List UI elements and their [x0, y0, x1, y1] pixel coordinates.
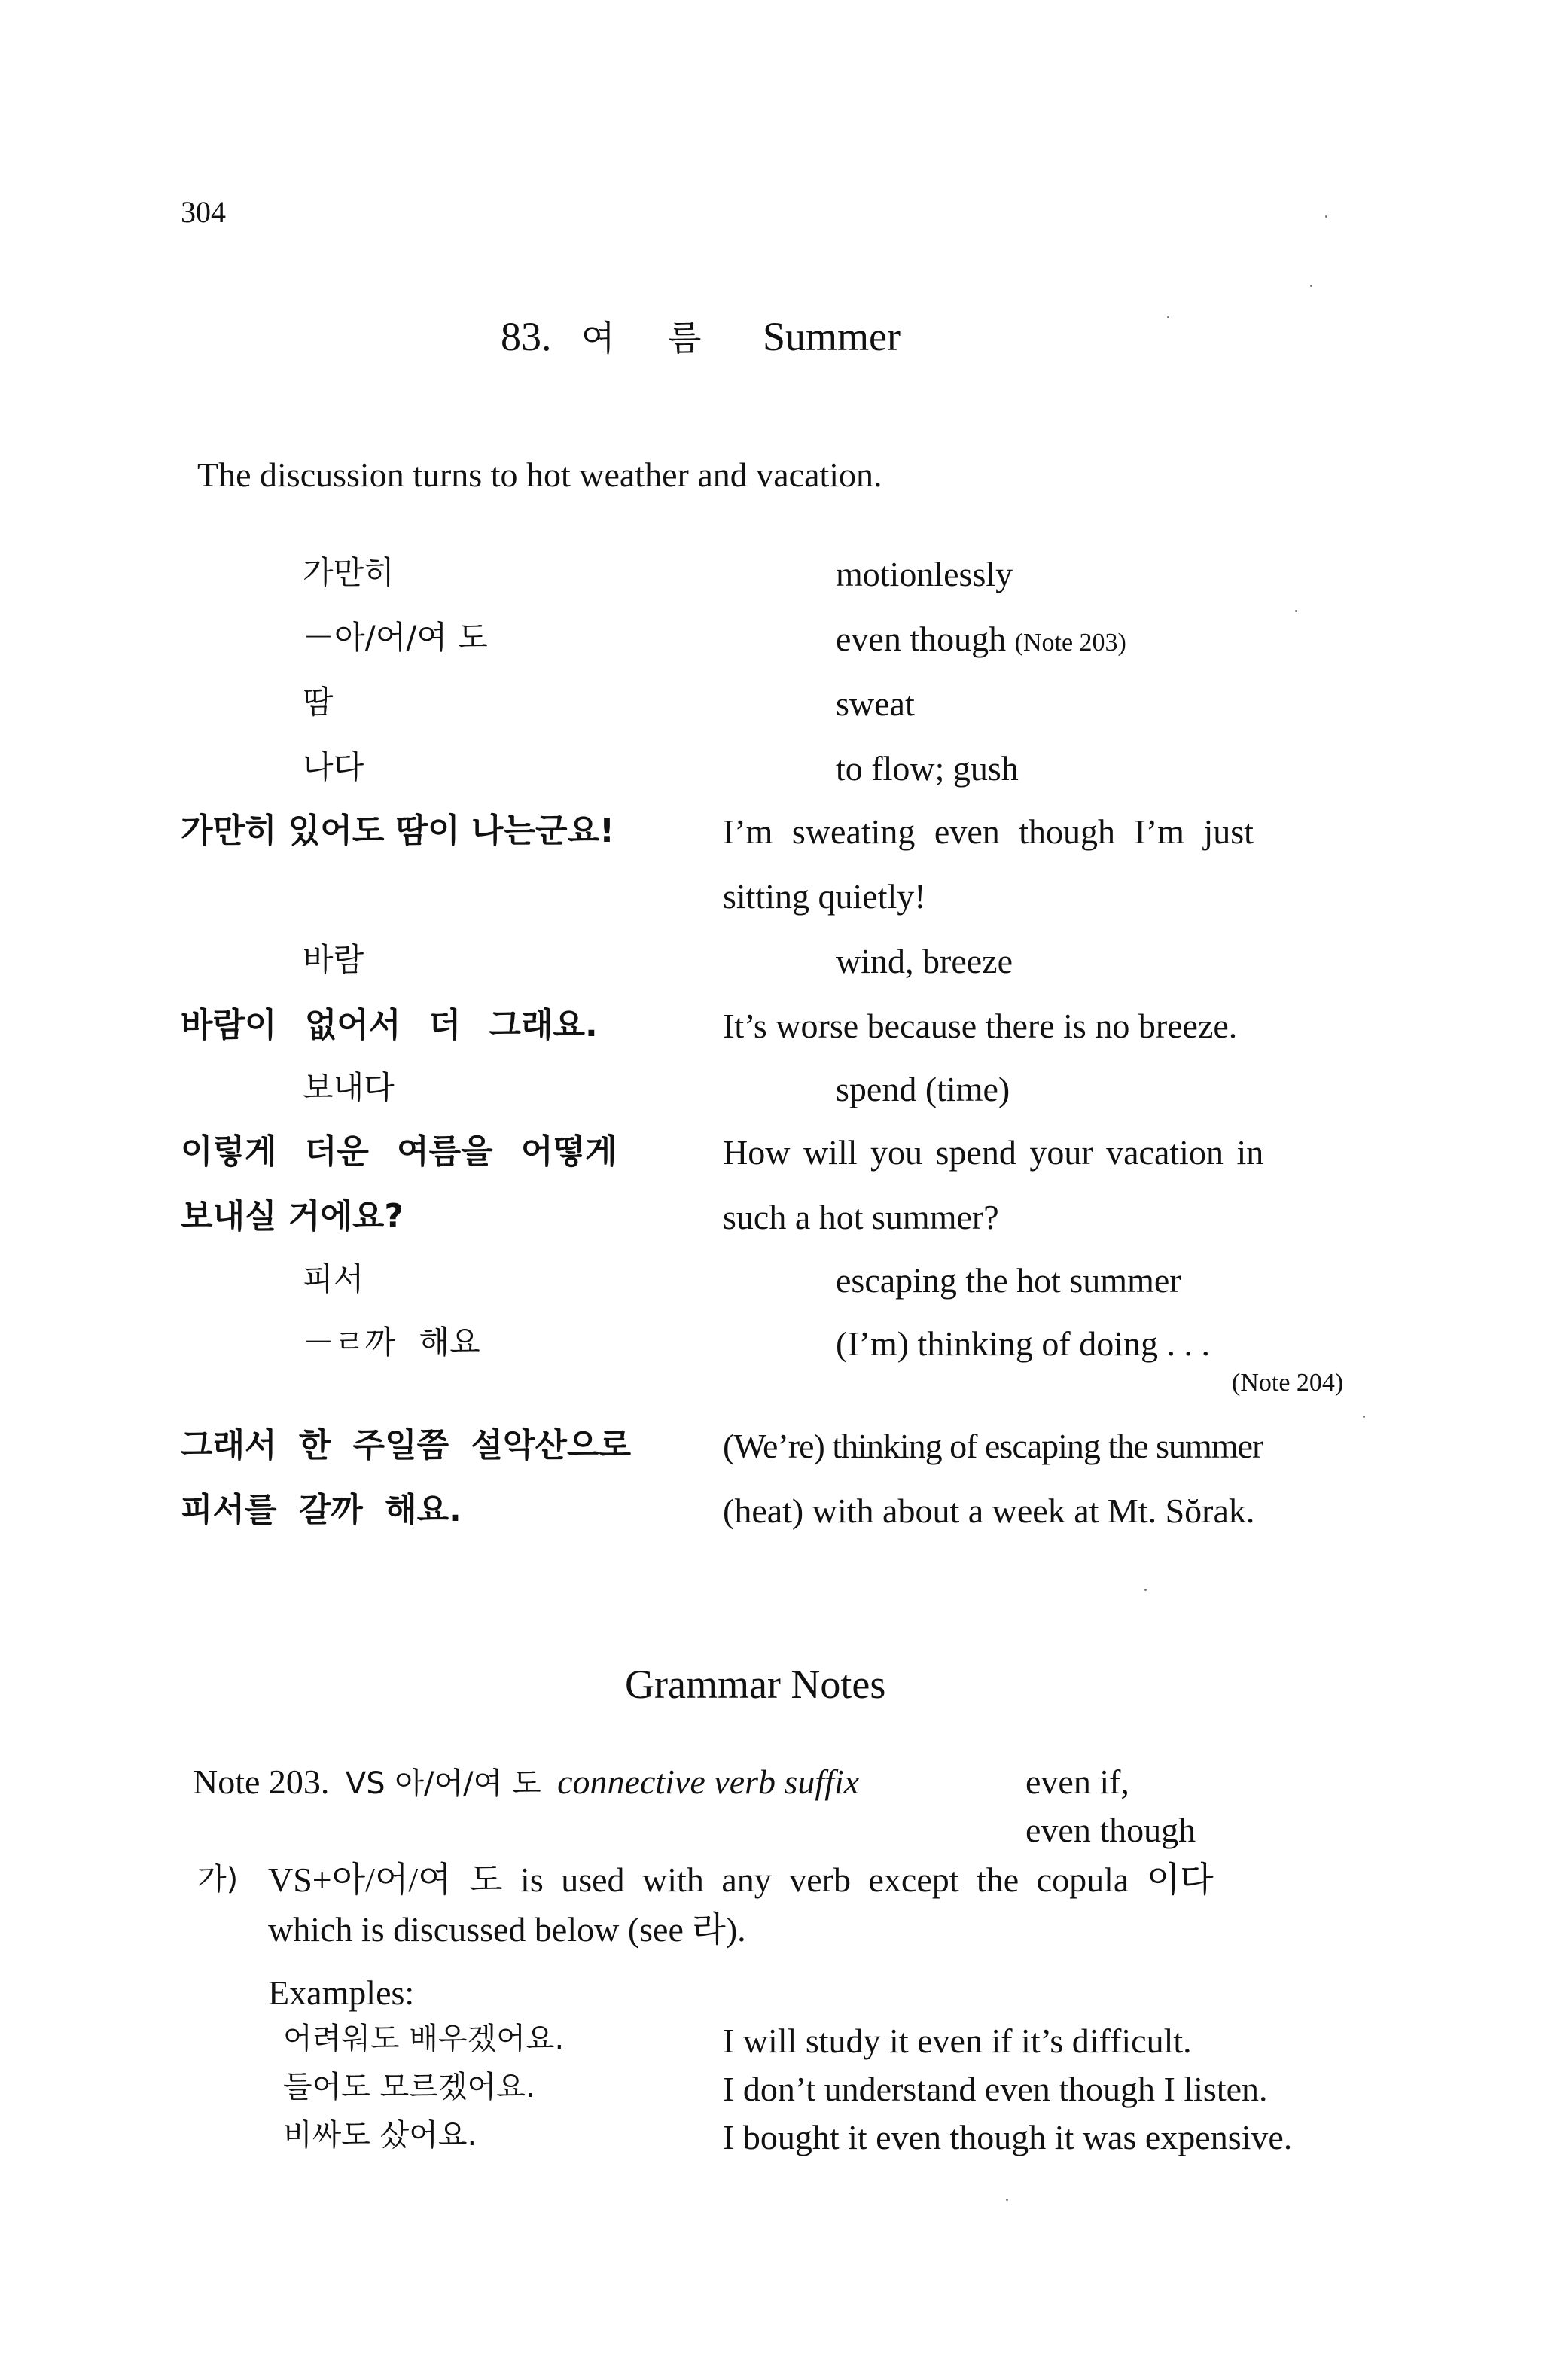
note-type: connective verb suffix	[557, 1763, 860, 1801]
note-meaning: even if,	[1025, 1763, 1129, 1801]
scan-speck	[1167, 316, 1169, 318]
vocab-english: spend (time)	[836, 1070, 1010, 1108]
sentence-english: How will you spend your vacation in	[723, 1133, 1264, 1172]
sentence-korean: 보내실 거에요?	[181, 1197, 404, 1236]
note-reference: (Note 203)	[1014, 629, 1126, 657]
sentence-korean: 바람이 없어서 더 그래요.	[181, 1006, 598, 1044]
vocab-english: escaping the hot summer	[836, 1261, 1181, 1300]
note-reference: (Note 204)	[1232, 1369, 1344, 1397]
note-203-header	[193, 1765, 859, 1799]
sentence-english: I’m sweating even though I’m just	[723, 812, 1254, 851]
vocab-korean: 피서	[303, 1260, 364, 1297]
examples-label: Examples:	[268, 1973, 415, 2012]
example-korean: 어려워도 배우겠어요.	[283, 2022, 565, 2056]
note-pattern: VS 아/어/여 도	[345, 1766, 541, 1801]
vocab-english: sweat	[836, 684, 915, 723]
subsection-marker: 가)	[197, 1862, 239, 1897]
intro-text: The discussion turns to hot weather and vacation.	[197, 456, 882, 494]
sentence-english: such a hot summer?	[723, 1198, 999, 1236]
chapter-korean-title: 여 름	[581, 318, 723, 358]
sentence-korean: 피서를 갈까 해요.	[181, 1491, 462, 1529]
subsection-text: which is discussed below (see 라).	[268, 1910, 746, 1949]
sentence-english: (We’re) thinking of escaping the summer	[723, 1427, 1263, 1465]
sentence-korean: 가만히 있어도 땀이 나는군요!	[181, 812, 615, 850]
vocab-korean: 가만히	[303, 554, 395, 591]
vocab-korean: －아/어/여 도	[303, 619, 488, 656]
note-meaning: even though	[1025, 1811, 1196, 1849]
scan-speck	[1295, 610, 1297, 612]
subsection-text: VS+아/어/여 도 is used with any verb except the copula 이다	[268, 1860, 1214, 1899]
sentence-english: (heat) with about a week at Mt. Sŏrak.	[723, 1492, 1255, 1530]
grammar-notes-heading: Grammar Notes	[625, 1662, 886, 1707]
scan-speck	[1006, 2199, 1008, 2201]
scan-speck	[1144, 1589, 1147, 1591]
vocab-korean: 바람	[303, 941, 364, 978]
vocab-english: (I’m) thinking of doing . . .	[836, 1324, 1210, 1363]
chapter-english-title: Summer	[763, 314, 901, 359]
sentence-korean: 이렇게 더운 여름을 어떻게	[181, 1132, 617, 1171]
scan-speck	[1325, 215, 1327, 218]
example-korean: 비싸도 샀어요.	[283, 2118, 477, 2153]
vocab-korean: 보내다	[303, 1069, 395, 1106]
vocab-english-text: even though	[836, 620, 1007, 658]
sentence-english: It’s worse because there is no breeze.	[723, 1007, 1238, 1045]
sentence-english: sitting quietly!	[723, 877, 926, 916]
scan-speck	[1363, 1416, 1365, 1418]
scan-speck	[1310, 285, 1312, 287]
page-number: 304	[181, 195, 226, 229]
vocab-english	[836, 622, 1126, 657]
vocab-english: motionlessly	[836, 555, 1013, 593]
vocab-english: wind, breeze	[836, 942, 1013, 980]
sentence-korean: 그래서 한 주일쯤 설악산으로	[181, 1426, 632, 1464]
chapter-title	[501, 316, 901, 357]
vocab-korean: －ㄹ까 해요	[303, 1324, 480, 1361]
example-korean: 들어도 모르겠어요.	[283, 2070, 535, 2104]
chapter-number: 83.	[501, 314, 552, 359]
note-label: Note 203.	[193, 1763, 330, 1801]
example-english: I will study it even if it’s difficult.	[723, 2022, 1192, 2060]
vocab-korean: 나다	[303, 748, 364, 785]
vocab-korean: 땀	[303, 684, 334, 721]
vocab-english: to flow; gush	[836, 749, 1019, 788]
example-english: I bought it even though it was expensive.	[723, 2118, 1293, 2156]
example-english: I don’t understand even though I listen.	[723, 2070, 1268, 2108]
